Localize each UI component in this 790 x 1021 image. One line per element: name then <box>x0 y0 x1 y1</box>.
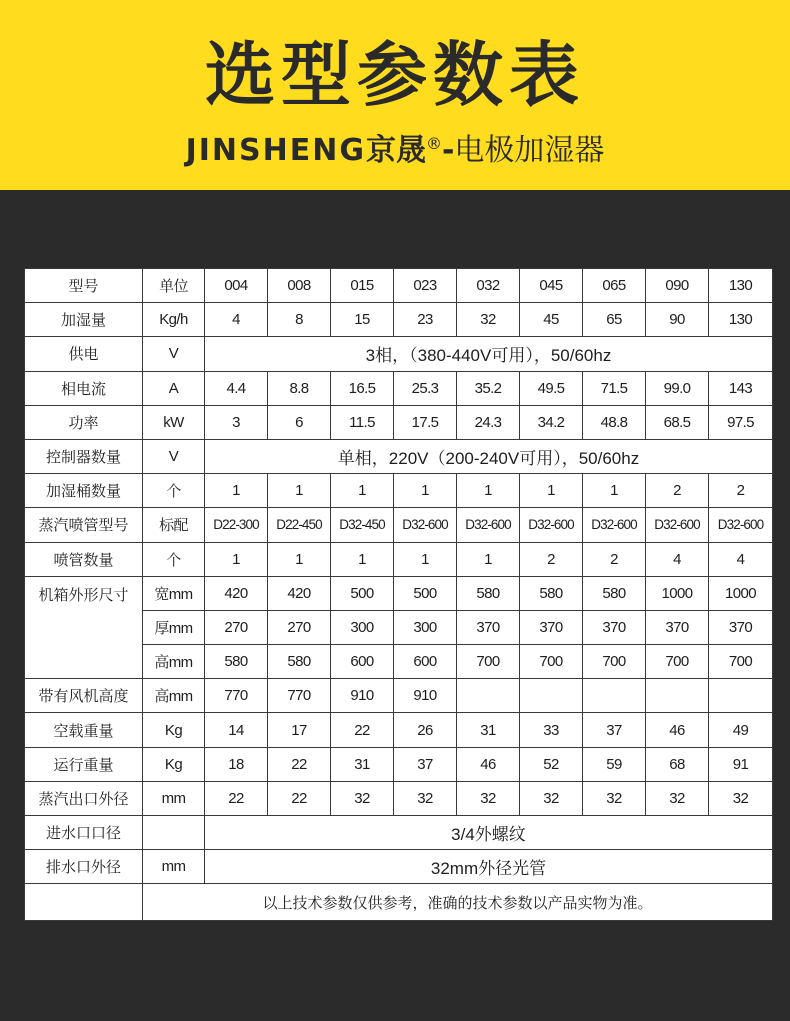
table-cell: 300 <box>394 610 457 644</box>
table-cell: 8 <box>268 303 331 337</box>
table-cell: D32-600 <box>457 508 520 542</box>
product-name: 电极加湿器 <box>454 133 605 168</box>
table-cell: 48.8 <box>583 405 646 439</box>
row-unit: 个 <box>143 542 205 576</box>
table-cell: D32-600 <box>394 508 457 542</box>
brand-chinese: 京晟 <box>365 133 426 168</box>
table-cell: 370 <box>583 610 646 644</box>
table-cell: 700 <box>709 645 773 679</box>
header-unit: 单位 <box>143 269 205 303</box>
table-cell: 65 <box>583 303 646 337</box>
table-cell: 14 <box>205 713 268 747</box>
row-unit: V <box>143 439 205 473</box>
table-cell: 910 <box>331 679 394 713</box>
model-cell: 008 <box>268 269 331 303</box>
subtitle-separator: - <box>441 133 455 168</box>
table-cell: 68.5 <box>646 405 709 439</box>
table-cell: 32 <box>583 781 646 815</box>
table-cell: 4.4 <box>205 371 268 405</box>
table-cell: D32-600 <box>646 508 709 542</box>
table-cell: 4 <box>646 542 709 576</box>
model-cell: 045 <box>520 269 583 303</box>
table-cell: D32-450 <box>331 508 394 542</box>
table-cell <box>709 679 773 713</box>
table-cell: 1 <box>457 542 520 576</box>
table-cell: 1 <box>268 542 331 576</box>
row-run-weight <box>25 747 773 781</box>
table-cell: 270 <box>205 610 268 644</box>
table-cell: D32-600 <box>520 508 583 542</box>
table-cell: 32 <box>457 303 520 337</box>
merged-value: 3相，（380-440V可用），50/60hz <box>205 337 773 371</box>
table-cell: 46 <box>457 747 520 781</box>
row-drain <box>25 850 773 884</box>
row-unit: Kg <box>143 747 205 781</box>
brand-subtitle <box>0 122 790 173</box>
row-label: 喷管数量 <box>25 542 143 576</box>
table-cell: 580 <box>268 645 331 679</box>
table-cell: 500 <box>331 576 394 610</box>
row-note <box>25 884 773 921</box>
table-cell: 26 <box>394 713 457 747</box>
table-cell <box>520 679 583 713</box>
row-label: 空载重量 <box>25 713 143 747</box>
row-empty-weight <box>25 713 773 747</box>
row-unit <box>143 816 205 850</box>
merged-value: 32mm外径光管 <box>205 850 773 884</box>
table-cell: D32-600 <box>709 508 773 542</box>
table-cell: 300 <box>331 610 394 644</box>
table-cell: 2 <box>709 474 773 508</box>
table-cell: 59 <box>583 747 646 781</box>
row-unit: A <box>143 371 205 405</box>
table-cell: 34.2 <box>520 405 583 439</box>
row-unit: V <box>143 337 205 371</box>
table-cell: 71.5 <box>583 371 646 405</box>
spec-table <box>24 268 773 921</box>
table-cell: 32 <box>394 781 457 815</box>
table-cell: 31 <box>457 713 520 747</box>
table-cell: 1000 <box>709 576 773 610</box>
header-row <box>25 269 773 303</box>
table-cell: 1 <box>268 474 331 508</box>
table-cell: 1 <box>331 474 394 508</box>
row-label: 控制器数量 <box>25 439 143 473</box>
table-cell: 700 <box>457 645 520 679</box>
table-cell: 370 <box>457 610 520 644</box>
row-label: 排水口外径 <box>25 850 143 884</box>
row-unit: mm <box>143 850 205 884</box>
table-cell: 770 <box>205 679 268 713</box>
row-unit: Kg <box>143 713 205 747</box>
table-cell: 3 <box>205 405 268 439</box>
table-cell <box>646 679 709 713</box>
table-cell: 580 <box>457 576 520 610</box>
row-steam-outlet <box>25 781 773 815</box>
table-cell: 15 <box>331 303 394 337</box>
page-title: 选型参数表 <box>205 34 585 116</box>
model-cell: 032 <box>457 269 520 303</box>
table-cell: 1 <box>583 474 646 508</box>
table-cell: 370 <box>520 610 583 644</box>
row-unit: 标配 <box>143 508 205 542</box>
row-unit: 厚mm <box>143 610 205 644</box>
row-unit: Kg/h <box>143 303 205 337</box>
table-cell: 600 <box>394 645 457 679</box>
row-humidify <box>25 303 773 337</box>
row-label: 蒸汽喷管型号 <box>25 508 143 542</box>
table-cell: 46 <box>646 713 709 747</box>
table-cell: 32 <box>457 781 520 815</box>
note-blank <box>25 884 143 921</box>
header-banner <box>0 0 790 190</box>
row-phase-current <box>25 371 773 405</box>
table-cell: 1000 <box>646 576 709 610</box>
table-cell: 600 <box>331 645 394 679</box>
table-cell: 49.5 <box>520 371 583 405</box>
row-label: 供电 <box>25 337 143 371</box>
table-cell: 32 <box>709 781 773 815</box>
table-cell: 580 <box>583 576 646 610</box>
table-cell: 32 <box>331 781 394 815</box>
table-cell: 52 <box>520 747 583 781</box>
table-cell: 25.3 <box>394 371 457 405</box>
table-cell: 2 <box>520 542 583 576</box>
table-cell: 1 <box>457 474 520 508</box>
table-cell: 17 <box>268 713 331 747</box>
table-cell: 1 <box>520 474 583 508</box>
table-cell: 90 <box>646 303 709 337</box>
row-unit: kW <box>143 405 205 439</box>
row-water-inlet <box>25 816 773 850</box>
table-cell <box>457 679 520 713</box>
row-label: 蒸汽出口外径 <box>25 781 143 815</box>
table-cell: 99.0 <box>646 371 709 405</box>
table-cell: 22 <box>331 713 394 747</box>
note-text: 以上技术参数仅供参考，准确的技术参数以产品实物为准。 <box>143 884 773 921</box>
table-cell: 4 <box>709 542 773 576</box>
table-cell: 580 <box>520 576 583 610</box>
model-cell: 023 <box>394 269 457 303</box>
row-unit: 高mm <box>143 645 205 679</box>
table-cell: 1 <box>205 474 268 508</box>
table-cell: 35.2 <box>457 371 520 405</box>
table-cell: 580 <box>205 645 268 679</box>
table-cell: 49 <box>709 713 773 747</box>
table-cell: 33 <box>520 713 583 747</box>
table-cell: 1 <box>205 542 268 576</box>
table-cell: 97.5 <box>709 405 773 439</box>
row-label: 进水口口径 <box>25 816 143 850</box>
table-cell: 2 <box>646 474 709 508</box>
table-cell: 17.5 <box>394 405 457 439</box>
registered-mark: ® <box>425 134 442 153</box>
table-cell: 4 <box>205 303 268 337</box>
table-cell: 700 <box>520 645 583 679</box>
table-cell: 1 <box>394 542 457 576</box>
table-cell: 370 <box>646 610 709 644</box>
row-buckets <box>25 474 773 508</box>
merged-value: 3/4外螺纹 <box>205 816 773 850</box>
table-cell: 700 <box>583 645 646 679</box>
row-label: 带有风机高度 <box>25 679 143 713</box>
table-cell: 22 <box>268 747 331 781</box>
table-cell: D22-300 <box>205 508 268 542</box>
table-cell: 22 <box>205 781 268 815</box>
table-cell: D32-600 <box>583 508 646 542</box>
row-power-supply <box>25 337 773 371</box>
table-cell: 420 <box>205 576 268 610</box>
header-label: 型号 <box>25 269 143 303</box>
table-cell: 32 <box>520 781 583 815</box>
table-cell: 370 <box>709 610 773 644</box>
merged-value: 单相，220V（200-240V可用），50/60hz <box>205 439 773 473</box>
table-cell: 6 <box>268 405 331 439</box>
model-cell: 004 <box>205 269 268 303</box>
table-cell: 143 <box>709 371 773 405</box>
model-cell: 065 <box>583 269 646 303</box>
table-cell: 37 <box>394 747 457 781</box>
table-cell: 32 <box>646 781 709 815</box>
table-cell: 910 <box>394 679 457 713</box>
table-cell: 37 <box>583 713 646 747</box>
row-label: 加湿桶数量 <box>25 474 143 508</box>
model-cell: 130 <box>709 269 773 303</box>
row-power <box>25 405 773 439</box>
row-label: 相电流 <box>25 371 143 405</box>
table-cell: 22 <box>268 781 331 815</box>
table-cell: 700 <box>646 645 709 679</box>
row-nozzle-count <box>25 542 773 576</box>
row-controller <box>25 439 773 473</box>
table-cell: 130 <box>709 303 773 337</box>
table-cell: 270 <box>268 610 331 644</box>
row-cabinet-width <box>25 576 773 610</box>
table-cell <box>583 679 646 713</box>
row-unit: 宽mm <box>143 576 205 610</box>
table-cell: 45 <box>520 303 583 337</box>
model-cell: 090 <box>646 269 709 303</box>
row-label: 功率 <box>25 405 143 439</box>
row-unit: mm <box>143 781 205 815</box>
table-cell: 420 <box>268 576 331 610</box>
row-nozzle-model <box>25 508 773 542</box>
brand-english: JINSHENG <box>185 133 366 168</box>
row-fan-height <box>25 679 773 713</box>
table-cell: D22-450 <box>268 508 331 542</box>
table-cell: 23 <box>394 303 457 337</box>
table-cell: 500 <box>394 576 457 610</box>
table-cell: 8.8 <box>268 371 331 405</box>
row-label: 加湿量 <box>25 303 143 337</box>
table-cell: 18 <box>205 747 268 781</box>
model-cell: 015 <box>331 269 394 303</box>
table-cell: 91 <box>709 747 773 781</box>
row-unit: 高mm <box>143 679 205 713</box>
table-cell: 24.3 <box>457 405 520 439</box>
row-label: 运行重量 <box>25 747 143 781</box>
table-cell: 68 <box>646 747 709 781</box>
table-cell: 11.5 <box>331 405 394 439</box>
row-unit: 个 <box>143 474 205 508</box>
table-cell: 16.5 <box>331 371 394 405</box>
table-cell: 2 <box>583 542 646 576</box>
row-label: 机箱外形尺寸 <box>25 576 143 679</box>
table-cell: 1 <box>394 474 457 508</box>
table-cell: 1 <box>331 542 394 576</box>
table-cell: 770 <box>268 679 331 713</box>
table-cell: 31 <box>331 747 394 781</box>
